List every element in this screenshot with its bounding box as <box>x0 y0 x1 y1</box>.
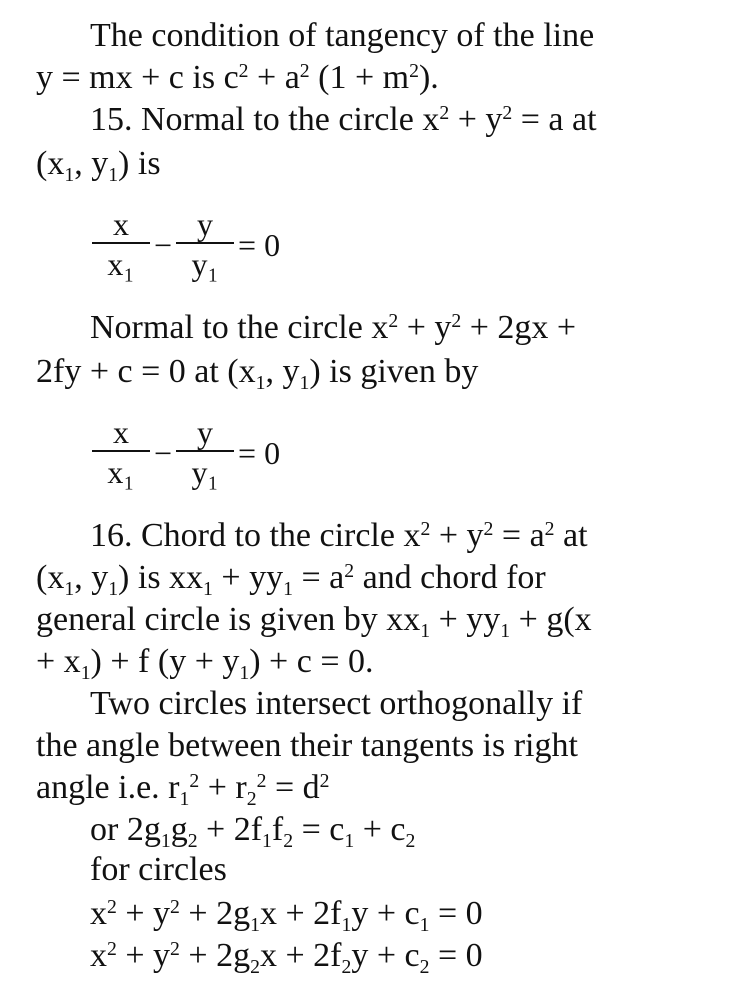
text: + 2g <box>179 937 251 974</box>
numerator: y <box>197 206 214 242</box>
text: The condition of tangency of the line <box>90 17 595 54</box>
superscript: 2 <box>483 518 494 541</box>
text: + y <box>116 937 171 974</box>
superscript: 2 <box>451 310 462 333</box>
fraction-y <box>176 206 234 284</box>
superscript: 2 <box>388 310 399 333</box>
text: y = mx + c is c <box>36 59 239 96</box>
text: + 2g <box>179 895 251 932</box>
superscript: 2 <box>299 60 310 83</box>
item-15-line-1 <box>90 100 597 140</box>
text: ). <box>418 59 439 96</box>
text: + r <box>199 769 247 806</box>
text: ) + f (y + y <box>90 643 240 680</box>
superscript: 2 <box>439 102 450 125</box>
subscript: 2 <box>419 955 430 978</box>
subscript: 2 <box>405 829 416 852</box>
text: at <box>554 517 588 554</box>
item-16-line-4 <box>36 642 374 682</box>
numerator: x <box>113 414 129 450</box>
text: x <box>90 895 107 932</box>
subscript: 1 <box>250 913 260 936</box>
subscript: 1 <box>283 577 293 600</box>
equals-zero: = 0 <box>238 226 281 263</box>
subscript: 1 <box>299 371 310 394</box>
orthogonal-line-4 <box>90 810 415 850</box>
text: + yy <box>212 559 284 596</box>
text: , y <box>74 145 109 182</box>
text: = 0 <box>429 895 483 932</box>
superscript: 2 <box>107 938 117 961</box>
subscript: 1 <box>108 163 119 186</box>
text: + y <box>430 517 484 554</box>
subscript: 1 <box>203 577 213 600</box>
text: (x <box>36 145 65 182</box>
text: + y <box>449 101 503 138</box>
text: 2fy + c = 0 at (x <box>36 353 256 390</box>
orthogonal-line-2 <box>36 726 578 766</box>
subscript: 1 <box>419 913 430 936</box>
superscript: 2 <box>544 518 555 541</box>
numerator: x <box>113 206 129 242</box>
tangency-line-2 <box>36 58 439 98</box>
text: = a <box>292 559 345 596</box>
text: = a at <box>512 101 597 138</box>
fraction-x <box>92 414 150 492</box>
text: the angle between their tangents is right <box>36 727 578 764</box>
orthogonal-line-3 <box>36 768 329 808</box>
superscript: 2 <box>344 560 355 583</box>
text: (x <box>36 559 65 596</box>
text: and chord for <box>354 559 546 596</box>
subscript: 1 <box>255 371 266 394</box>
subscript: 1 <box>420 619 431 642</box>
subscript: 1 <box>500 619 511 642</box>
text: f <box>271 811 284 848</box>
text: Normal to the circle x <box>90 309 389 346</box>
superscript: 2 <box>420 518 431 541</box>
subscript: 1 <box>262 829 272 852</box>
denominator: x₁ <box>107 246 135 282</box>
text: + yy <box>430 601 501 638</box>
item-16-line-3 <box>36 600 592 640</box>
text: x + 2f <box>259 937 342 974</box>
subscript: 1 <box>80 661 91 684</box>
subscript: 1 <box>344 829 355 852</box>
subscript: 2 <box>341 955 352 978</box>
text: for circles <box>90 851 227 888</box>
superscript: 2 <box>170 938 180 961</box>
superscript: 2 <box>319 770 330 793</box>
normal-equation-2 <box>92 414 284 492</box>
superscript: 2 <box>409 60 419 83</box>
text: y + c <box>351 895 420 932</box>
orthogonal-line-5 <box>90 850 227 890</box>
normal-equation-1 <box>92 206 284 284</box>
subscript: 1 <box>64 577 75 600</box>
text: g <box>170 811 188 848</box>
minus-sign: − <box>154 226 173 263</box>
numerator: y <box>197 414 214 450</box>
subscript: 1 <box>239 661 250 684</box>
text: + 2f <box>197 811 263 848</box>
superscript: 2 <box>238 60 249 83</box>
denominator: y₁ <box>191 246 219 282</box>
subscript: 2 <box>250 955 260 978</box>
subscript: 1 <box>341 913 352 936</box>
item-16-line-2 <box>36 558 546 598</box>
orthogonal-line-1 <box>90 684 582 724</box>
subscript: 1 <box>64 163 75 186</box>
text: + g(x <box>510 601 592 638</box>
text: + y <box>116 895 171 932</box>
text: = 0 <box>429 937 483 974</box>
text: = a <box>493 517 545 554</box>
fraction-x <box>92 206 150 284</box>
subscript: 2 <box>283 829 294 852</box>
text: general circle is given by xx <box>36 601 421 638</box>
minus-sign: − <box>154 434 173 471</box>
text: (1 + m <box>309 59 410 96</box>
text: = d <box>266 769 320 806</box>
circle-equation-1 <box>90 894 483 934</box>
subscript: 2 <box>246 787 257 810</box>
fraction-y <box>176 414 234 492</box>
tangency-line-1 <box>90 16 594 56</box>
item-16-line-1 <box>90 516 588 556</box>
superscript: 2 <box>107 896 117 919</box>
item-15-line-2 <box>36 144 161 184</box>
text: ) + c = 0. <box>249 643 374 680</box>
subscript: 2 <box>187 829 198 852</box>
text: x <box>90 937 107 974</box>
subscript: 1 <box>179 787 190 810</box>
text: ) is xx <box>118 559 204 596</box>
superscript: 2 <box>189 770 200 793</box>
superscript: 2 <box>170 896 180 919</box>
text: angle i.e. r <box>36 769 180 806</box>
text: 16. Chord to the circle x <box>90 517 421 554</box>
text: + 2gx + <box>461 309 577 346</box>
text: + y <box>398 309 452 346</box>
text: + x <box>36 643 81 680</box>
subscript: 1 <box>160 829 171 852</box>
superscript: 2 <box>256 770 267 793</box>
text: Two circles intersect orthogonally if <box>90 685 583 722</box>
text: , y <box>74 559 109 596</box>
text: ) is <box>118 145 161 182</box>
text: + a <box>248 59 300 96</box>
text: 15. Normal to the circle x <box>90 101 440 138</box>
text: , y <box>265 353 300 390</box>
subscript: 1 <box>108 577 119 600</box>
superscript: 2 <box>502 102 513 125</box>
text: x + 2f <box>259 895 342 932</box>
circle-equation-2 <box>90 936 483 976</box>
equals-zero: = 0 <box>238 434 281 471</box>
general-normal-line-1 <box>90 308 576 348</box>
general-normal-line-2 <box>36 352 478 392</box>
text: y + c <box>351 937 420 974</box>
text: = c <box>293 811 345 848</box>
denominator: x₁ <box>107 454 135 490</box>
text: or 2g <box>90 811 161 848</box>
text: ) is given by <box>309 353 479 390</box>
text: + c <box>354 811 406 848</box>
denominator: y₁ <box>191 454 219 490</box>
